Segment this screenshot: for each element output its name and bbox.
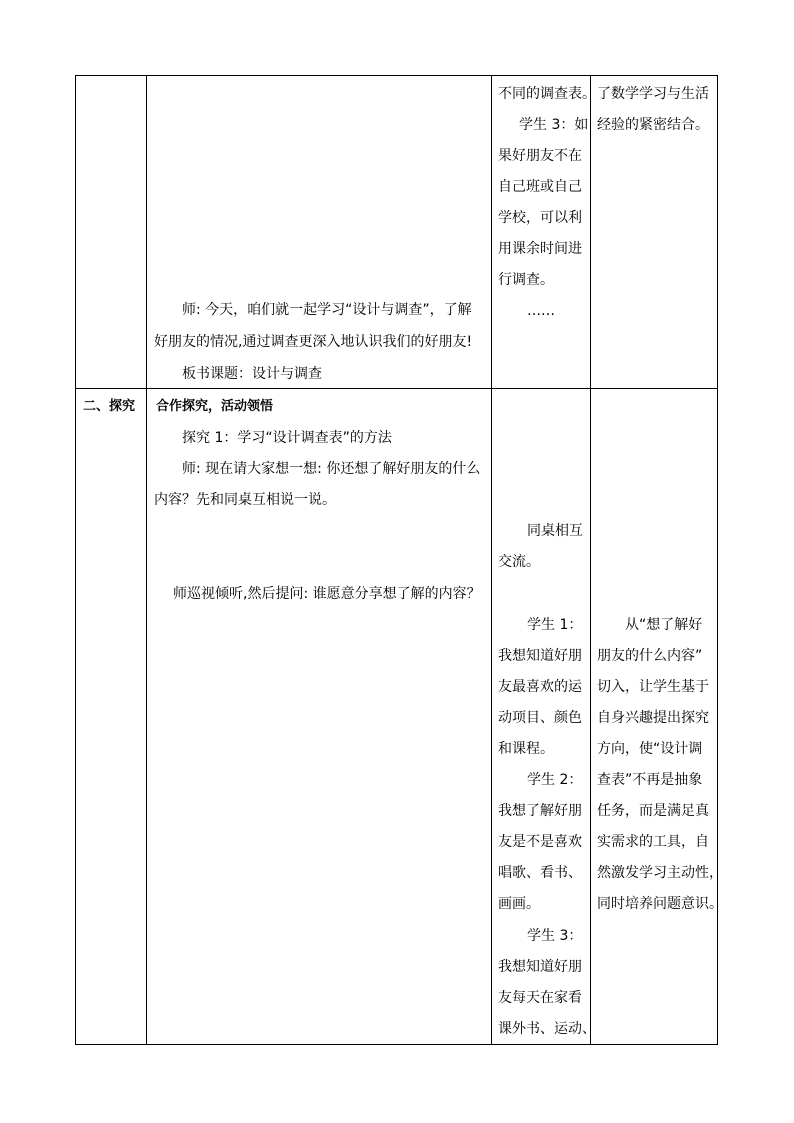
intent-line: 查表”不再是抽象: [597, 772, 703, 788]
table-top-border: [75, 75, 718, 76]
intent-line: 同时培养问题意识。: [597, 896, 723, 912]
section-heading: 合作探究，活动领悟: [156, 399, 274, 414]
intent-line: 自身兴趣提出探究: [597, 710, 709, 726]
intent-line: 朋友的什么内容”: [597, 648, 703, 664]
student-line: 同桌相互: [527, 523, 583, 539]
column-divider-2: [491, 75, 492, 1045]
teacher-line: 师: 今天，咱们就一起学习“设计与调查”，了解: [182, 302, 472, 318]
student-line: 果好朋友不在: [498, 148, 582, 164]
student-line: 不同的调查表。: [498, 86, 596, 102]
student-line: 交流。: [498, 554, 540, 570]
student-line: 友每天在家看: [498, 990, 582, 1006]
intent-line: 了数学学习与生活: [597, 86, 709, 102]
board-title-line: 板书课题：设计与调查: [182, 366, 322, 382]
stage-label: 二、探究: [83, 399, 136, 414]
student-line: 自己班或自己: [498, 179, 582, 195]
student-line: 友是不是喜欢: [498, 834, 582, 850]
teacher-line: 师巡视倾听,然后提问: 谁愿意分享想了解的内容？: [173, 586, 481, 602]
student-line: 画画。: [498, 896, 540, 912]
student-line: 友最喜欢的运: [498, 679, 582, 695]
intent-line: 切入，让学生基于: [597, 679, 709, 695]
student-line: 动项目、颜色: [498, 710, 582, 726]
column-divider-3: [590, 75, 591, 1045]
teacher-line: 内容？先和同桌互相说一说。: [154, 492, 336, 508]
student-line: 课外书、运动、: [498, 1021, 596, 1037]
student-line: 行调查。: [498, 272, 554, 288]
intent-line: 实需求的工具，自: [597, 834, 709, 850]
intent-line: 经验的紧密结合。: [597, 117, 709, 133]
ellipsis-line: ……: [527, 303, 555, 319]
student-line: 学校，可以利: [498, 210, 582, 226]
student-line: 我想了解好朋: [498, 803, 582, 819]
column-divider-1: [146, 75, 147, 1045]
teacher-line: 探究 1：学习“设计调查表”的方法: [182, 430, 392, 446]
student-line: 用课余时间进: [498, 241, 582, 257]
student-line: 我想知道好朋: [498, 648, 582, 664]
teacher-line: 师: 现在请大家想一想: 你还想了解好朋友的什么: [182, 461, 481, 477]
student-line: 我想知道好朋: [498, 959, 582, 975]
intent-line: 任务，而是满足真: [597, 803, 709, 819]
intent-line: 从“想了解好: [625, 617, 703, 633]
student-line: 学生 3：: [527, 928, 583, 944]
student-line: 学生 1：: [527, 617, 583, 633]
teacher-line: 好朋友的情况,通过调查更深入地认识我们的好朋友!: [154, 334, 473, 350]
student-line: 学生 2：: [527, 772, 583, 788]
student-line: 和课程。: [498, 741, 554, 757]
table-bottom-border: [75, 1044, 718, 1045]
student-line: 唱歌、看书、: [498, 865, 582, 881]
student-line: 学生 3：如: [519, 117, 589, 133]
intent-line: 方向，使“设计调: [597, 741, 703, 757]
table-left-border: [75, 75, 76, 1045]
row-divider: [75, 388, 718, 389]
intent-line: 然激发学习主动性，: [597, 865, 723, 881]
